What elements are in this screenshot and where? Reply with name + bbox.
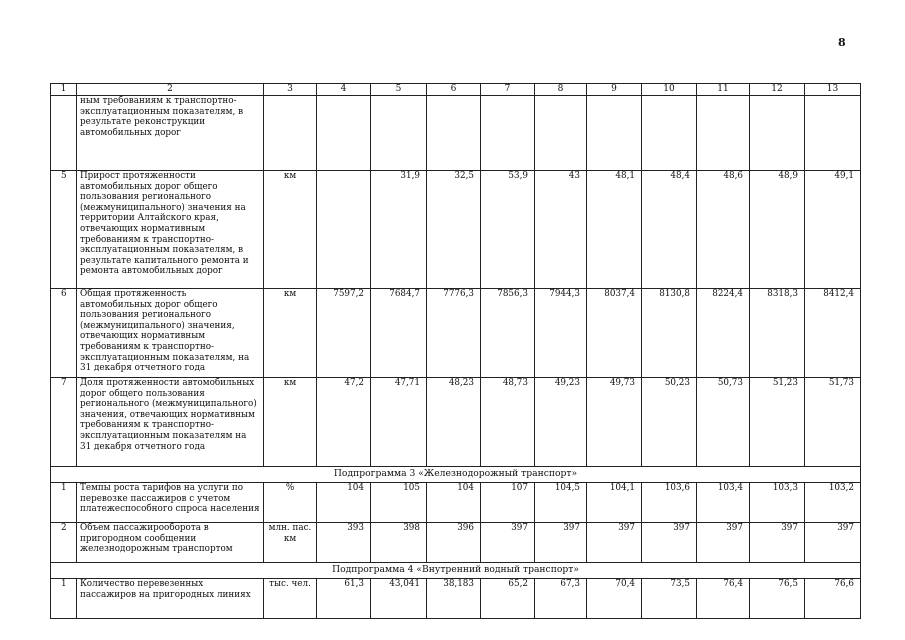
value-cell: 397 (587, 523, 642, 563)
value-cell: 47,2 (317, 378, 371, 467)
subprogram-title: Подпрограмма 3 «Железнодорожный транспорт» (51, 467, 861, 483)
indicator-name: Объем пассажирооборота в пригородном сообщении железнодорожным транспортом (77, 523, 264, 563)
indicator-name: Общая протяженность автомобильных дорог общего пользования регионального (межмуниципального) значения, отвечающих нормативным требованиям к транспортно-эксплуатационным показателям, на 31 декабря отчетного года (77, 289, 264, 378)
row-number (51, 96, 77, 171)
value-cell: 43,041 (371, 579, 427, 619)
value-cell (317, 96, 371, 171)
row-number: 7 (51, 378, 77, 467)
unit-cell: тыс. чел. (264, 579, 317, 619)
column-header: 2 (77, 84, 264, 96)
value-cell (371, 96, 427, 171)
value-cell: 51,23 (750, 378, 805, 467)
value-cell: 104,1 (587, 483, 642, 523)
value-cell: 50,23 (642, 378, 697, 467)
value-cell (535, 96, 587, 171)
value-cell (481, 96, 535, 171)
value-cell: 393 (317, 523, 371, 563)
column-header: 8 (535, 84, 587, 96)
table-row (51, 378, 861, 467)
column-header: 5 (371, 84, 427, 96)
row-number: 1 (51, 483, 77, 523)
value-cell: 67,3 (535, 579, 587, 619)
value-cell: 7776,3 (427, 289, 481, 378)
value-cell (805, 96, 861, 171)
value-cell: 397 (642, 523, 697, 563)
column-header: 3 (264, 84, 317, 96)
column-header: 6 (427, 84, 481, 96)
value-cell: 48,1 (587, 171, 642, 289)
value-cell: 48,6 (697, 171, 750, 289)
table-row (51, 171, 861, 289)
value-cell: 104 (427, 483, 481, 523)
value-cell: 103,2 (805, 483, 861, 523)
value-cell: 397 (805, 523, 861, 563)
value-cell: 397 (535, 523, 587, 563)
value-cell: 103,6 (642, 483, 697, 523)
value-cell: 49,23 (535, 378, 587, 467)
value-cell: 53,9 (481, 171, 535, 289)
unit-cell: млн. пас. км (264, 523, 317, 563)
value-cell: 38,183 (427, 579, 481, 619)
value-cell: 47,71 (371, 378, 427, 467)
value-cell: 397 (697, 523, 750, 563)
value-cell: 397 (750, 523, 805, 563)
row-number: 1 (51, 579, 77, 619)
value-cell (427, 96, 481, 171)
unit-cell: % (264, 483, 317, 523)
value-cell: 104,5 (535, 483, 587, 523)
value-cell: 397 (481, 523, 535, 563)
value-cell: 103,3 (750, 483, 805, 523)
value-cell: 50,73 (697, 378, 750, 467)
value-cell: 103,4 (697, 483, 750, 523)
value-cell: 7944,3 (535, 289, 587, 378)
value-cell: 8224,4 (697, 289, 750, 378)
value-cell (750, 96, 805, 171)
column-header: 10 (642, 84, 697, 96)
value-cell: 107 (481, 483, 535, 523)
column-header: 1 (51, 84, 77, 96)
value-cell: 8130,8 (642, 289, 697, 378)
row-number: 2 (51, 523, 77, 563)
value-cell: 51,73 (805, 378, 861, 467)
value-cell: 49,73 (587, 378, 642, 467)
value-cell: 396 (427, 523, 481, 563)
indicator-name: Количество перевезенных пассажиров на пригородных линиях (77, 579, 264, 619)
page-number: 8 (838, 36, 846, 49)
value-cell: 8318,3 (750, 289, 805, 378)
column-header: 13 (805, 84, 861, 96)
value-cell: 49,1 (805, 171, 861, 289)
column-header: 4 (317, 84, 371, 96)
subprogram-title: Подпрограмма 4 «Внутренний водный транспорт» (51, 563, 861, 579)
value-cell (697, 96, 750, 171)
value-cell (642, 96, 697, 171)
column-header: 12 (750, 84, 805, 96)
value-cell: 398 (371, 523, 427, 563)
value-cell: 8037,4 (587, 289, 642, 378)
value-cell: 76,4 (697, 579, 750, 619)
indicator-name: Прирост протяженности автомобильных дорог общего пользования регионального (межмуниципального) значения на территории Алтайского края, отвечающих нормативным требованиям к транспортно-эксплуатационным показателям, в результате капитального ремонта и ремонта автомобильных дорог (77, 171, 264, 289)
value-cell: 7597,2 (317, 289, 371, 378)
table-row (51, 483, 861, 523)
table-row (51, 289, 861, 378)
value-cell: 70,4 (587, 579, 642, 619)
value-cell: 65,2 (481, 579, 535, 619)
value-cell: 7684,7 (371, 289, 427, 378)
column-header: 7 (481, 84, 535, 96)
value-cell: 48,9 (750, 171, 805, 289)
value-cell: 73,5 (642, 579, 697, 619)
value-cell (587, 96, 642, 171)
unit-cell (264, 96, 317, 171)
value-cell: 48,4 (642, 171, 697, 289)
unit-cell: км (264, 289, 317, 378)
indicators-table (50, 83, 861, 619)
value-cell: 104 (317, 483, 371, 523)
unit-cell: км (264, 171, 317, 289)
indicator-name: ным требованиям к транспортно-эксплуатационным показателям, в результате реконструкции автомобильных дорог (77, 96, 264, 171)
value-cell: 31,9 (371, 171, 427, 289)
table-row (51, 96, 861, 171)
row-number: 5 (51, 171, 77, 289)
unit-cell: км (264, 378, 317, 467)
subprogram-row (51, 467, 861, 483)
value-cell: 48,73 (481, 378, 535, 467)
column-header: 9 (587, 84, 642, 96)
value-cell: 76,5 (750, 579, 805, 619)
indicator-name: Доля протяженности автомобильных дорог общего пользования регионального (межмуниципального) значения, отвечающих нормативным требованиям к транспортно-эксплуатационным показателям на 31 декабря отчетного года (77, 378, 264, 467)
value-cell: 48,23 (427, 378, 481, 467)
value-cell: 105 (371, 483, 427, 523)
header-row (51, 84, 861, 96)
value-cell: 43 (535, 171, 587, 289)
table-row (51, 579, 861, 619)
value-cell: 32,5 (427, 171, 481, 289)
value-cell: 7856,3 (481, 289, 535, 378)
value-cell: 76,6 (805, 579, 861, 619)
row-number: 6 (51, 289, 77, 378)
table-row (51, 523, 861, 563)
value-cell: 61,3 (317, 579, 371, 619)
value-cell: 8412,4 (805, 289, 861, 378)
indicator-name: Темпы роста тарифов на услуги по перевозке пассажиров с учетом платежеспособного спроса населения (77, 483, 264, 523)
value-cell (317, 171, 371, 289)
column-header: 11 (697, 84, 750, 96)
subprogram-row (51, 563, 861, 579)
